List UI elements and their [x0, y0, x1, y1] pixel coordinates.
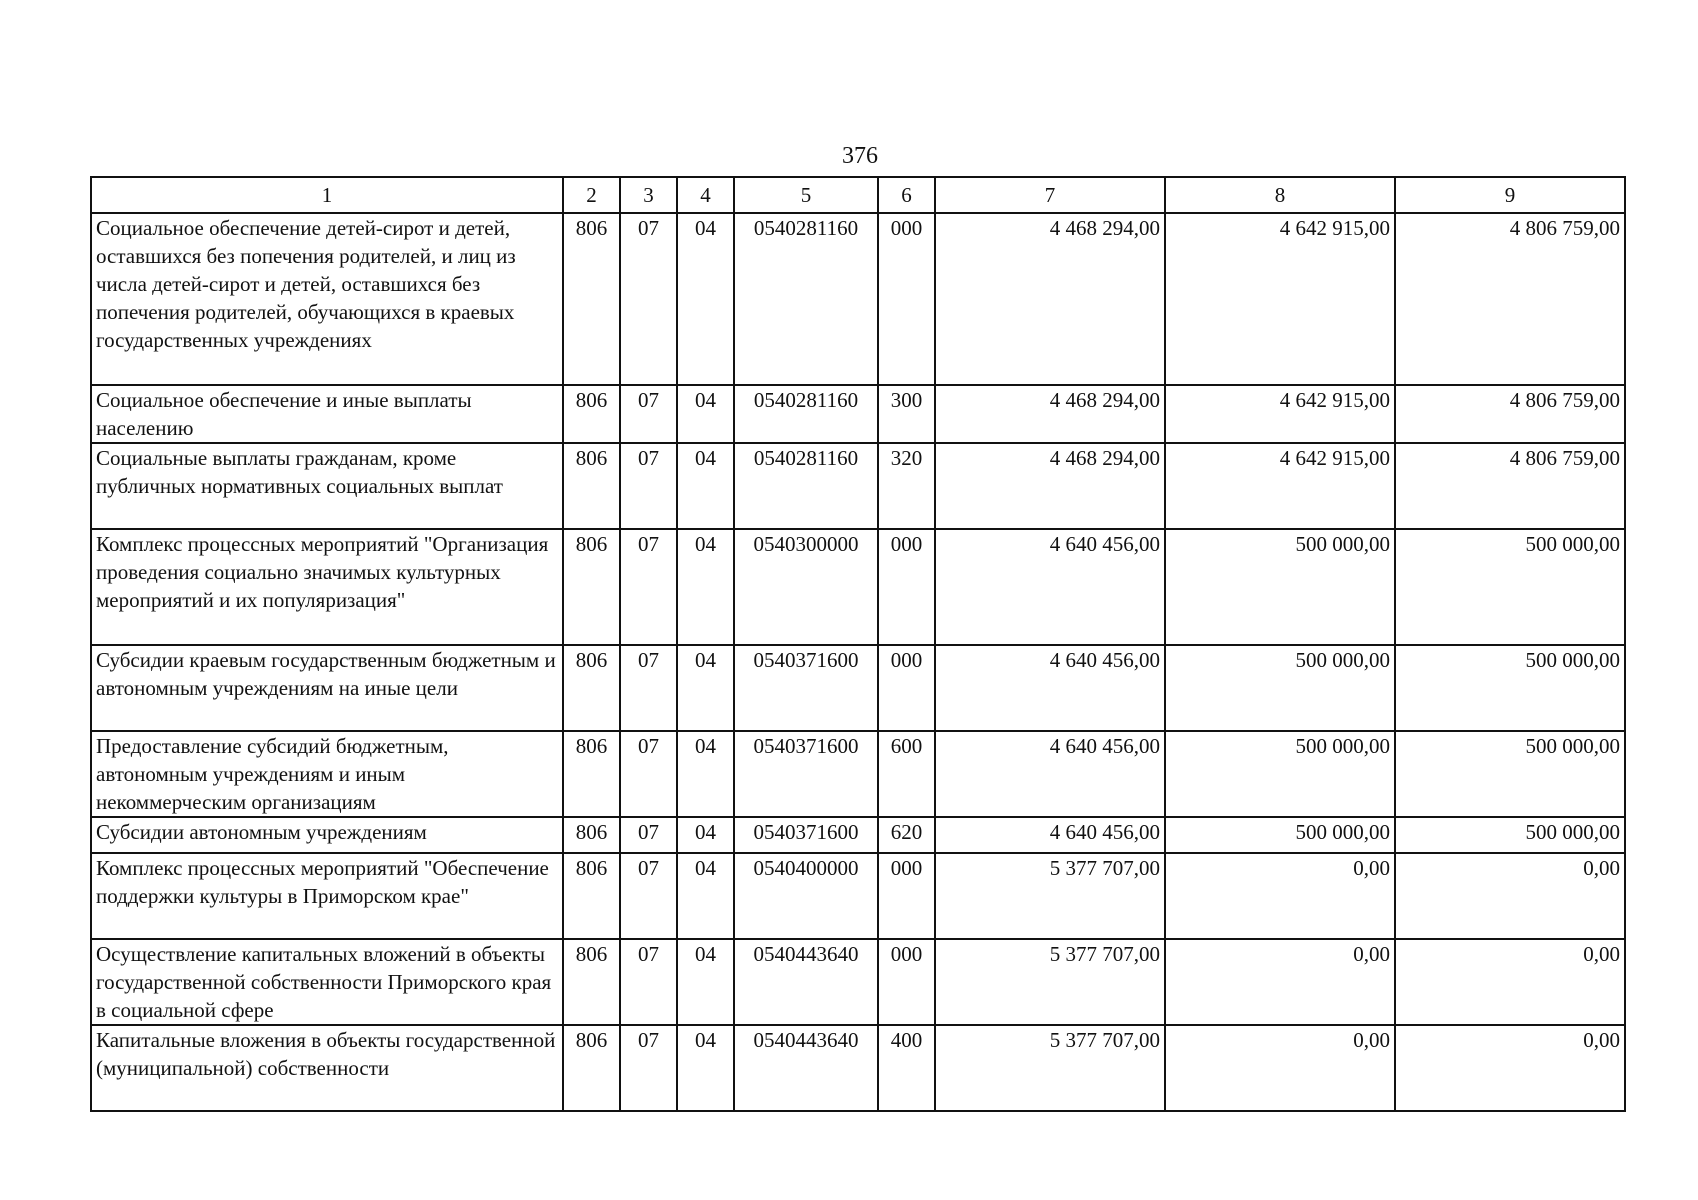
row-code-4: 04 [677, 529, 734, 645]
row-name: Комплекс процессных мероприятий "Организация проведения социально значимых культурных мероприятий и их популяризация" [91, 529, 563, 645]
row-code-4: 04 [677, 385, 734, 443]
col-header-9: 9 [1395, 177, 1625, 213]
row-amount-9: 4 806 759,00 [1395, 213, 1625, 385]
row-amount-9: 0,00 [1395, 853, 1625, 939]
row-amount-8: 4 642 915,00 [1165, 385, 1395, 443]
row-amount-9: 500 000,00 [1395, 529, 1625, 645]
row-amount-9: 0,00 [1395, 1025, 1625, 1111]
row-name: Социальное обеспечение детей-сирот и детей, оставшихся без попечения родителей, и лиц из числа детей-сирот и детей, оставшихся без попечения родителей, обучающихся в краевых государственных учреждениях [91, 213, 563, 385]
row-amount-9: 500 000,00 [1395, 731, 1625, 817]
col-header-4: 4 [677, 177, 734, 213]
row-code-3: 07 [620, 529, 677, 645]
row-code-3: 07 [620, 1025, 677, 1111]
row-code-2: 806 [563, 213, 620, 385]
row-code-3: 07 [620, 939, 677, 1025]
row-amount-7: 5 377 707,00 [935, 1025, 1165, 1111]
row-amount-9: 500 000,00 [1395, 645, 1625, 731]
row-code-4: 04 [677, 939, 734, 1025]
row-amount-8: 0,00 [1165, 853, 1395, 939]
row-code-4: 04 [677, 645, 734, 731]
budget-table [90, 176, 1626, 1112]
row-amount-7: 4 468 294,00 [935, 213, 1165, 385]
row-amount-7: 4 640 456,00 [935, 817, 1165, 853]
table-row [91, 213, 1625, 385]
col-header-2: 2 [563, 177, 620, 213]
row-code-5: 0540300000 [734, 529, 878, 645]
row-code-5: 0540443640 [734, 1025, 878, 1111]
row-amount-8: 500 000,00 [1165, 645, 1395, 731]
row-amount-9: 500 000,00 [1395, 817, 1625, 853]
row-code-3: 07 [620, 645, 677, 731]
col-header-5: 5 [734, 177, 878, 213]
row-code-5: 0540371600 [734, 817, 878, 853]
row-amount-8: 0,00 [1165, 1025, 1395, 1111]
table-row [91, 731, 1625, 817]
row-code-6: 320 [878, 443, 935, 529]
row-amount-9: 4 806 759,00 [1395, 385, 1625, 443]
row-amount-8: 0,00 [1165, 939, 1395, 1025]
row-code-2: 806 [563, 645, 620, 731]
row-code-2: 806 [563, 817, 620, 853]
row-code-4: 04 [677, 853, 734, 939]
table-row [91, 939, 1625, 1025]
row-amount-8: 500 000,00 [1165, 529, 1395, 645]
table-row [91, 529, 1625, 645]
row-amount-8: 4 642 915,00 [1165, 213, 1395, 385]
row-name: Субсидии автономным учреждениям [91, 817, 563, 853]
row-code-2: 806 [563, 731, 620, 817]
row-name: Субсидии краевым государственным бюджетным и автономным учреждениям на иные цели [91, 645, 563, 731]
row-code-3: 07 [620, 817, 677, 853]
table-row [91, 385, 1625, 443]
col-header-7: 7 [935, 177, 1165, 213]
table-row [91, 443, 1625, 529]
row-code-2: 806 [563, 385, 620, 443]
row-code-5: 0540443640 [734, 939, 878, 1025]
row-code-6: 620 [878, 817, 935, 853]
row-code-2: 806 [563, 853, 620, 939]
row-code-4: 04 [677, 213, 734, 385]
row-code-6: 300 [878, 385, 935, 443]
row-amount-9: 4 806 759,00 [1395, 443, 1625, 529]
row-code-5: 0540281160 [734, 213, 878, 385]
row-amount-9: 0,00 [1395, 939, 1625, 1025]
row-amount-7: 5 377 707,00 [935, 939, 1165, 1025]
row-code-5: 0540400000 [734, 853, 878, 939]
row-amount-7: 4 468 294,00 [935, 385, 1165, 443]
row-code-6: 000 [878, 529, 935, 645]
table-row [91, 817, 1625, 853]
row-code-3: 07 [620, 853, 677, 939]
row-amount-7: 4 468 294,00 [935, 443, 1165, 529]
col-header-8: 8 [1165, 177, 1395, 213]
row-code-6: 000 [878, 213, 935, 385]
row-code-6: 400 [878, 1025, 935, 1111]
row-code-4: 04 [677, 817, 734, 853]
table-row [91, 1025, 1625, 1111]
row-code-3: 07 [620, 731, 677, 817]
row-name: Предоставление субсидий бюджетным, автономным учреждениям и иным некоммерческим организациям [91, 731, 563, 817]
row-code-5: 0540371600 [734, 645, 878, 731]
row-code-2: 806 [563, 529, 620, 645]
row-name: Комплекс процессных мероприятий "Обеспечение поддержки культуры в Приморском крае" [91, 853, 563, 939]
row-name: Осуществление капитальных вложений в объекты государственной собственности Приморского края в социальной сфере [91, 939, 563, 1025]
col-header-6: 6 [878, 177, 935, 213]
row-amount-7: 4 640 456,00 [935, 731, 1165, 817]
row-code-6: 000 [878, 853, 935, 939]
row-code-3: 07 [620, 443, 677, 529]
row-name: Социальные выплаты гражданам, кроме публичных нормативных социальных выплат [91, 443, 563, 529]
row-code-5: 0540281160 [734, 385, 878, 443]
row-code-2: 806 [563, 939, 620, 1025]
row-code-5: 0540371600 [734, 731, 878, 817]
page-number: 376 [842, 143, 878, 169]
row-amount-8: 500 000,00 [1165, 817, 1395, 853]
row-code-4: 04 [677, 443, 734, 529]
row-name: Социальное обеспечение и иные выплаты населению [91, 385, 563, 443]
row-amount-7: 5 377 707,00 [935, 853, 1165, 939]
header-row [91, 177, 1625, 213]
row-code-4: 04 [677, 1025, 734, 1111]
row-amount-8: 4 642 915,00 [1165, 443, 1395, 529]
row-amount-8: 500 000,00 [1165, 731, 1395, 817]
table-row [91, 853, 1625, 939]
row-code-2: 806 [563, 443, 620, 529]
row-code-3: 07 [620, 213, 677, 385]
table-row [91, 645, 1625, 731]
row-code-6: 000 [878, 939, 935, 1025]
row-code-5: 0540281160 [734, 443, 878, 529]
row-code-4: 04 [677, 731, 734, 817]
row-code-2: 806 [563, 1025, 620, 1111]
row-amount-7: 4 640 456,00 [935, 645, 1165, 731]
row-code-6: 600 [878, 731, 935, 817]
col-header-1: 1 [91, 177, 563, 213]
row-code-3: 07 [620, 385, 677, 443]
row-amount-7: 4 640 456,00 [935, 529, 1165, 645]
col-header-3: 3 [620, 177, 677, 213]
row-name: Капитальные вложения в объекты государственной (муниципальной) собственности [91, 1025, 563, 1111]
row-code-6: 000 [878, 645, 935, 731]
